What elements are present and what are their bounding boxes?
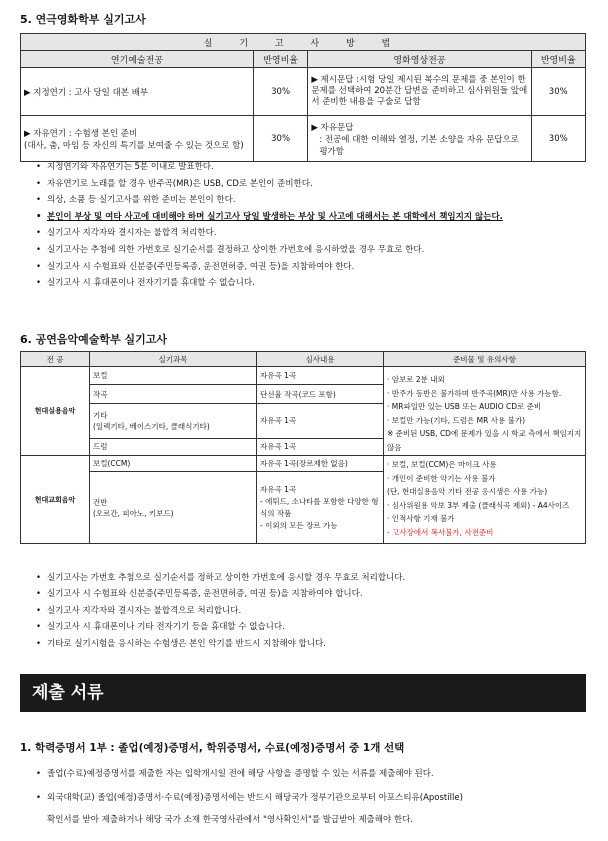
col-major: 전 공 [21,352,90,367]
list-item: • 실기고사는 가번호 추첨으로 실기순서를 정하고 상이한 가번호에 응시할 경우 무효로 처리합니다. [36,570,588,586]
content-guitar: 자유곡 1곡 [257,403,384,438]
note-line: · MR파일만 있는 USB 또는 AUDIO CD로 준비 [387,402,542,411]
list-item: • 지정연기와 자유연기는 5분 이내로 발표한다. [36,159,588,176]
list-item: • 실기고사 시 휴대폰이나 전자기기를 휴대할 수 없습니다. [36,275,588,292]
row2-film-main: ▶ 자유문답 [311,122,354,133]
note-line: · 암보로 2분 내외 [387,375,445,384]
subject-guitar-sub: (일렉기타, 베이스기타, 클래식기타) [93,421,210,431]
subject-guitar [90,403,257,438]
col-film: 영화영상전공 [308,51,531,68]
note-line: (단, 현대실용음악 기타 전공 응시생은 사용 가능) [387,487,548,496]
content-composition: 단선율 작곡(코드 포함) [257,385,384,403]
subject-keyboard-main: 건반 [93,497,108,507]
row1-film: ▶ 제시문답 :시험 당일 제시된 복수의 문제를 중 본인이 한 문제를 선택하여 20분간 답변을 준비하고 심사위원들 앞에서 준비한 내용을 구술로 답함 [308,68,531,116]
list-item: • 기타로 실기시험을 응시하는 수험생은 본인 악기를 반드시 지참해야 합니다. [36,636,588,652]
section6-notes [36,570,588,652]
col-subject: 실기과목 [90,352,257,367]
list-item: • 실기고사 시 수험표와 신분증(주민등록증, 운전면허증, 여권 등)을 지참하여야 한다. [36,259,588,276]
note-line: · 인적사항 기재 불가 [387,514,455,523]
list-item: • 졸업(수료)예정증명서를 제출한 자는 입학개시일 전에 해당 사항을 증명할 수 있는 서류를 제출해야 된다. [36,766,596,782]
row1-acting: ▶ 지정연기 : 고사 당일 대본 배부 [21,68,254,116]
subject-guitar-main: 기타 [93,410,108,420]
list-item: • 실기고사 시 수험표와 신분증(주민등록증, 운전면허증, 여권 등)을 지참하여야 합니다. [36,586,588,602]
row2-weight2: 30% [531,116,585,162]
list-item: • 의상, 소품 등 실기고사를 위한 준비는 본인이 한다. [36,192,588,209]
list-item: • 본인이 부상 및 여타 사고에 대비해야 하며 실기고사 당일 발생하는 부상 및 사고에 대해서는 본 대학에서 책임지지 않는다. [36,209,588,226]
note-line: · 개인이 준비한 악기는 사용 불가 [387,473,496,483]
list-item: • 실기고사 지각자와 결시자는 불합격 처리한다. [36,225,588,242]
content-keyboard-3: - 이외의 모든 장르 가능 [260,520,338,530]
content-drum: 자유곡 1곡 [257,438,384,455]
section5-table [20,33,586,162]
item1-title: 1. 학력증명서 1부 : 졸업(예정)증명서, 학위증명서, 수료(예정)증명서 중 1개 선택 [20,742,405,754]
table-header: 실 기 고 사 방 법 [21,34,586,51]
submission-banner: 제출 서류 [20,674,586,712]
subject-composition: 작곡 [90,385,257,403]
content-ccm: 자유곡 1곡(장르제한 없음) [257,456,384,472]
content-keyboard [257,472,384,544]
subject-vocal: 보컬 [90,367,257,385]
subject-keyboard [90,472,257,544]
major-popular: 현대실용음악 [21,367,90,456]
section5-title: 5. 연극영화학부 실기고사 [20,13,146,26]
notes-popular [384,367,586,456]
row2-film [308,116,531,162]
row2-acting-main: ▶ 자유연기 : 수험생 본인 준비 [24,128,138,139]
note-line-red: - 고사장에서 복사불가, 사전준비 [387,527,494,537]
row2-weight1: 30% [253,116,307,162]
major-church: 현대교회음악 [21,456,90,544]
list-item: • 자유연기로 노래를 할 경우 반주곡(MR)은 USB, CD로 본인이 준비한다. [36,176,588,193]
subject-ccm: 보컬(CCM) [90,456,257,472]
row2-acting-sub: (대사, 춤, 마임 등 자신의 특기를 보여줄 수 있는 것으로 함) [24,140,244,151]
section5-notes [36,159,588,292]
row2-film-sub: : 전공에 대한 이해와 열정, 기본 소양을 자유 문답으로 평가함 [319,134,519,157]
note-line: · 보컬, 보컬(CCM)은 마이크 사용 [387,460,497,469]
note-line: ※ 준비된 USB, CD에 문제가 있을 시 학교 측에서 책임지지 않음 [387,429,582,452]
note-line: · 보컬만 가능(기타, 드럼은 MR 사용 불가) [387,415,526,425]
note-line: · 심사위원용 악보 3부 제출 (클래식곡 제외) - A4사이즈 [387,500,570,510]
subject-keyboard-sub: (오르간, 피아노, 키보드) [93,508,174,518]
content-keyboard-1: 자유곡 1곡 [260,484,297,494]
subject-drum: 드럼 [90,438,257,455]
section6-table [20,351,586,544]
row2-acting [21,116,254,162]
list-item: • 실기고사 시 휴대폰이나 기타 전자기기 등을 휴대할 수 없습니다. [36,619,588,635]
content-vocal: 자유곡 1곡 [257,367,384,385]
notes-church [384,456,586,544]
col-weight2: 반영비율 [531,51,585,68]
row1-weight1: 30% [253,68,307,116]
list-item-continued: 확인서를 받아 제출하거나 해당 국가 소재 한국영사관에서 "영사확인서"를 발급받아 제출해야 한다. [47,815,413,825]
list-item: • 실기고사 지각자와 결시자는 불합격으로 처리합니다. [36,603,588,619]
note-line: · 반주가 동반은 불가하며 반주곡(MR)만 사용 가능함. [387,388,562,398]
content-keyboard-2: - 에튀드, 소나타를 포함한 다양한 형식의 작품 [260,496,379,518]
list-item: • 외국대학(교) 졸업(예정)증명서·수료(예정)증명서에는 반드시 해당국가 정부기관으로부터 아포스티유(Apostille) [36,790,596,806]
col-acting: 연기예술전공 [21,51,254,68]
col-notes: 준비물 및 유의사항 [384,352,586,367]
col-content: 심사내용 [257,352,384,367]
section6-title: 6. 공연음악예술학부 실기고사 [20,333,168,346]
list-item: • 실기고사는 추첨에 의한 가번호로 실기순서를 결정하고 상이한 가번호에 응시하였을 경우 무효로 한다. [36,242,588,259]
item1-notes [36,766,596,828]
row1-weight2: 30% [531,68,585,116]
col-weight1: 반영비율 [253,51,307,68]
